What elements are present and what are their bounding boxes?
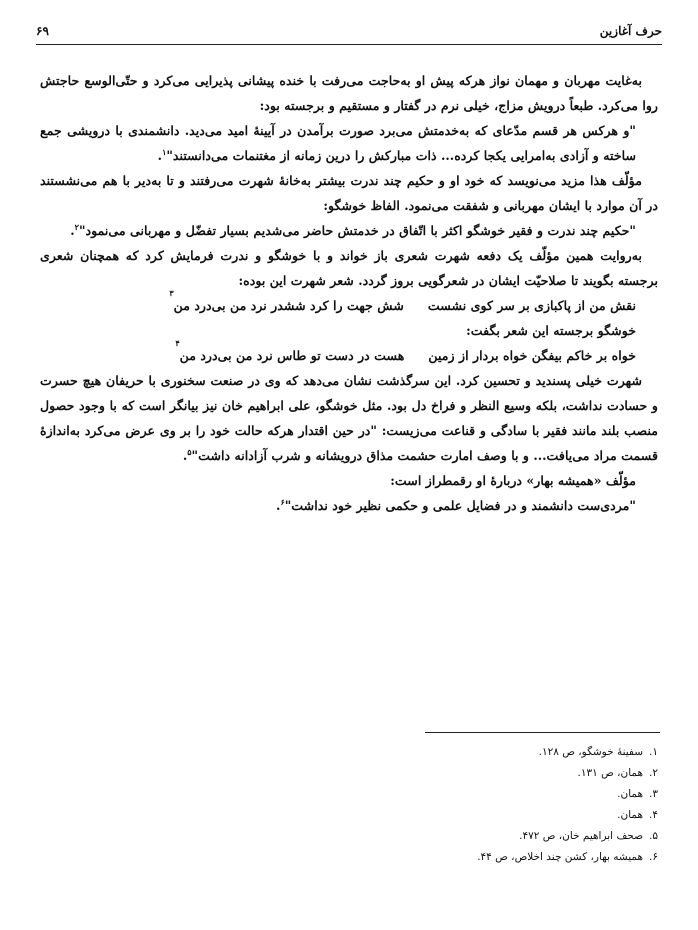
- footnote-number: ۴.: [649, 809, 658, 821]
- verse-1: [40, 288, 658, 318]
- verse-2-hemistich-2: هست در دست تو طاس نرد من بی‌درد من: [179, 348, 405, 363]
- footnote-4: [258, 805, 658, 826]
- paragraph-1: [40, 68, 658, 118]
- footnote-number: ۳.: [649, 788, 658, 800]
- quote-3-text: "مردی‌ست دانشمند و در فضایل علمی و حکمی نظیر خود نداشت": [284, 498, 636, 513]
- footnote-number: ۱.: [649, 746, 658, 758]
- quote-2: "حکیم چند ندرت و فقیر خوشگو اکثر با اتّفاق در خدمتش حاضر می‌شدیم بسیار تفضّل و مهربانی می‌نمود"$^۲$.: [70, 221, 636, 238]
- footnote-ref-1[interactable]: ۱: [162, 146, 167, 157]
- footnote-ref-5[interactable]: ۵: [187, 446, 192, 457]
- footnote-text: صحف ابراهیم خان، ص ۴۷۲.: [519, 830, 644, 842]
- footnote-number: ۵.: [649, 830, 658, 842]
- footnote-text: همیشه بهار، کشن چند اخلاص، ص ۴۴.: [477, 851, 644, 863]
- chapter-title: حرف آغازین: [599, 24, 662, 38]
- footnote-number: ۶.: [649, 851, 658, 863]
- verse-1-hemistich-2: شش جهت را کرد ششدر نرد من بی‌درد من: [173, 298, 404, 313]
- paragraph-3: [40, 243, 658, 293]
- footnote-ref-3[interactable]: ۳: [169, 288, 174, 298]
- footnote-text: سفینهٔ خوشگو، ص ۱۲۸.: [538, 746, 644, 758]
- verse-2: [40, 338, 658, 368]
- main-text: [40, 68, 658, 518]
- quote-1: "و هرکس هر قسم مدّعای که به‌خدمتش می‌برد صورت برآمدن در آیینهٔ امید می‌دید. دانشمندی با درویشی جمع ساخته و آزادی به‌امرایی یکجا کرده... ذات مبارکش را درین زمانه از مغتنمات می‌دانستند"$^۱$.: [40, 123, 636, 163]
- paragraph-4: شهرت خیلی پسندید و تحسین کرد. این سرگذشت نشان می‌دهد که وی در صنعت سخنوری با حریفان هیچ حسرت و حسادت نداشت، بلکه وسیع النظر و فراخ دل بود. مثل خوشگو، علی ابراهیم خان نیز بیانگر است که با وجود حصول منصب بلند مانند فقیر با سادگی و قناعت می‌زیست: "در حین اقتدار هرکه حالت خود را بر وی عرض می‌کرد به‌اندازهٔ قسمت مراد می‌یافت... و با وصف امارت حشمت مذاق درویشانه و شرب آزادانه داشت"$^۵$.: [40, 373, 658, 463]
- footnote-3: [258, 784, 658, 805]
- footnote-ref-4[interactable]: ۴: [175, 338, 180, 348]
- footnote-divider: [425, 732, 660, 733]
- footnote-2: [258, 763, 658, 784]
- verse-1-hemistich-1: نقش من از پاکبازی بر سر کوی نشست: [427, 298, 636, 313]
- quote-2-text: "حکیم چند ندرت و فقیر خوشگو اکثر با اتّفاق در خدمتش حاضر می‌شدیم بسیار تفضّل و مهربانی می‌نمود": [78, 223, 636, 238]
- line-hamishe: مؤلّف «همیشه بهار» دربارهٔ او رقمطراز است:: [390, 473, 636, 488]
- footnote-ref-6[interactable]: ۶: [280, 496, 285, 507]
- footnote-text: همان، ص ۱۳۱.: [577, 767, 644, 779]
- footnote-number: ۲.: [649, 767, 658, 779]
- line-khoshgu: خوشگو برجسته این شعر بگفت:: [466, 323, 636, 338]
- footnotes: [258, 742, 658, 868]
- paragraph-2: [40, 168, 658, 218]
- paragraph-2-text: مؤلّف هذا مزید می‌نویسد که خود او و حکیم چند ندرت بیشتر به‌خانهٔ شهرت می‌رفتند و تا به‌دیر با هم می‌نشستند در آن موارد با ایشان مهربانی و شفقت می‌نمود. الفاظ خوشگو:: [40, 173, 658, 213]
- footnote-text: همان.: [617, 788, 644, 800]
- footnote-text: همان.: [617, 809, 644, 821]
- footnote-ref-2[interactable]: ۲: [74, 221, 79, 232]
- quote-3: "مردی‌ست دانشمند و در فضایل علمی و حکمی نظیر خود نداشت"$^۶$.: [276, 496, 636, 513]
- verse-2-hemistich-1: خواه بر خاکم بیفگن خواه بردار از زمین: [428, 348, 636, 363]
- footnote-6: [258, 847, 658, 868]
- running-header: [36, 18, 662, 45]
- page-number: ۶۹: [36, 24, 49, 38]
- quote-1-text: "و هرکس هر قسم مدّعای که به‌خدمتش می‌برد صورت برآمدن در آیینهٔ امید می‌دید. دانشمندی با درویشی جمع ساخته و آزادی به‌امرایی یکجا کرده... ذات مبارکش را درین زمانه از مغتنمات می‌دانستند": [40, 123, 636, 163]
- paragraph-1-text: به‌غایت مهربان و مهمان نواز هرکه پیش او به‌حاجت می‌رفت با خنده پیشانی پذیرایی می‌کرد و حتّی‌الوسع حاجتش روا می‌کرد. طبعاً درویش مزاج، خیلی نرم در گفتار و مستقیم و برجسته بود:: [40, 73, 658, 113]
- paragraph-4-text: شهرت خیلی پسندید و تحسین کرد. این سرگذشت نشان می‌دهد که وی در صنعت سخنوری با حریفان هیچ حسرت و حسادت نداشت، بلکه وسیع النظر و فراخ دل بود. مثل خوشگو، علی ابراهیم خان نیز بیانگر است که با وجود حصول منصب بلند مانند فقیر با سادگی و قناعت می‌زیست: "در حین اقتدار هرکه حالت خود را بر وی عرض می‌کرد به‌اندازهٔ قسمت مراد می‌یافت... و با وصف امارت حشمت مذاق درویشانه و شرب آزادانه داشت": [40, 373, 658, 463]
- footnote-5: [258, 826, 658, 847]
- paragraph-3-text: به‌روایت همین مؤلّف یک دفعه شهرت شعری باز خواند و با خوشگو و ندرت فرمایش کرد که همچنان شعری برجسته بگویند تا صلاحیّت ایشان در شعرگویی بروز گردد. شعر شهرت این بوده:: [40, 248, 658, 288]
- footnote-1: [258, 742, 658, 763]
